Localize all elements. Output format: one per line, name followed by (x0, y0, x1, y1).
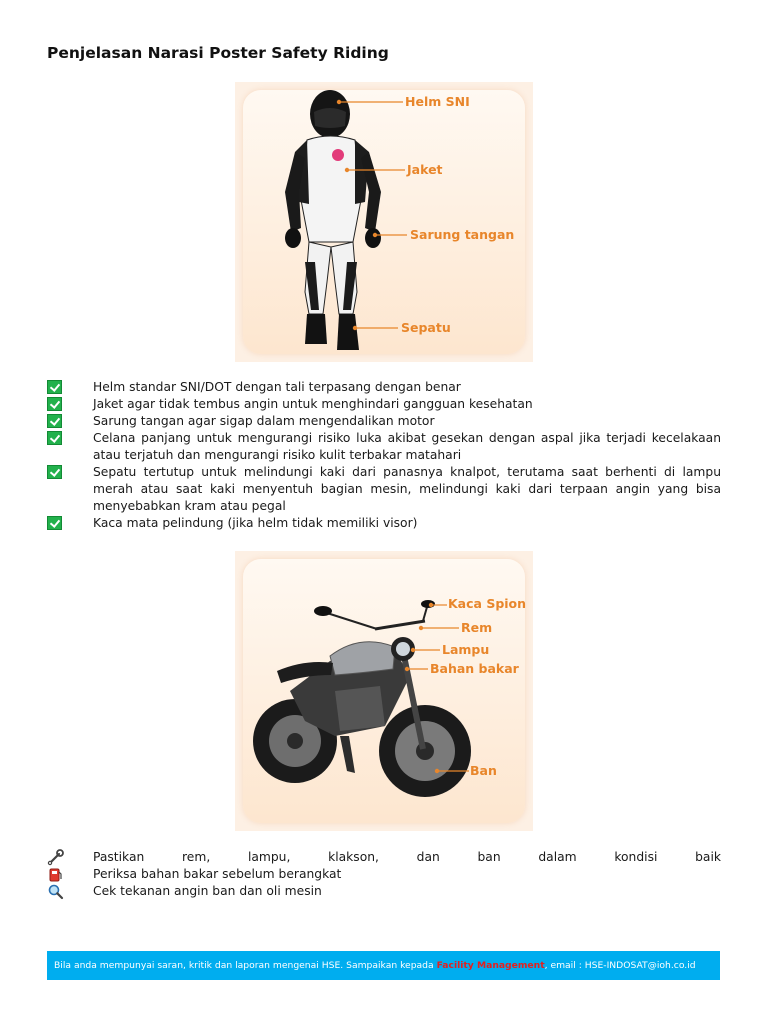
list-item-text: Sepatu tertutup untuk melindungi kaki dari panasnya knalpot, terutama saat berhenti di lampu merah atau saat kaki menyentuh bagian mesin, melindungi kaki dari terpaan angin yang bisa menyebabkan kram atau pegal (93, 465, 721, 513)
list-item-text: Helm standar SNI/DOT dengan tali terpasang dengan benar (93, 380, 461, 394)
motorcycle-illustration (235, 551, 533, 831)
checkmark-icon (47, 414, 62, 428)
fuel-pump-icon (47, 866, 64, 883)
callout-helm: Helm SNI (405, 94, 470, 109)
magnifier-icon (47, 883, 64, 900)
list-item-text: Sarung tangan agar sigap dalam mengendalikan motor (93, 414, 435, 428)
list-item (47, 849, 721, 866)
checkmark-icon (47, 465, 62, 479)
rider-figure (235, 82, 533, 362)
callout-sepatu: Sepatu (401, 320, 451, 335)
list-item (47, 866, 721, 883)
callout-kaca-spion: Kaca Spion (448, 596, 527, 611)
checkmark-icon (47, 431, 62, 445)
callout-rem: Rem (461, 620, 493, 635)
wrench-icon (47, 849, 64, 866)
list-item (47, 883, 721, 900)
footer-email: , email : HSE-INDOSAT@ioh.co.id (544, 960, 696, 971)
footer-highlight: Facility Management (436, 960, 545, 971)
list-item-text: Cek tekanan angin ban dan oli mesin (93, 884, 322, 898)
list-item (47, 396, 721, 413)
callout-ban: Ban (470, 763, 497, 778)
footer-banner (47, 951, 720, 980)
gear-checklist (47, 379, 721, 532)
footer-text: Bila anda mempunyai saran, kritik dan laporan mengenai HSE. Sampaikan kepada (54, 960, 437, 971)
list-item (47, 464, 721, 515)
list-item (47, 413, 721, 430)
callout-bahan-bakar: Bahan bakar (430, 661, 519, 676)
motorcycle-figure (235, 551, 533, 831)
list-item-text: Pastikan rem, lampu, klakson, dan ban dalam kondisi baik (93, 850, 721, 864)
callout-lampu: Lampu (442, 642, 490, 657)
list-item-text: Jaket agar tidak tembus angin untuk menghindari gangguan kesehatan (93, 397, 533, 411)
list-item-text: Periksa bahan bakar sebelum berangkat (93, 867, 342, 881)
bike-checklist (47, 849, 721, 900)
list-item-text: Kaca mata pelindung (jika helm tidak memiliki visor) (93, 516, 418, 530)
checkmark-icon (47, 380, 62, 394)
checkmark-icon (47, 516, 62, 530)
page-title: Penjelasan Narasi Poster Safety Riding (47, 44, 389, 62)
callout-sarung-tangan: Sarung tangan (410, 227, 515, 242)
checkmark-icon (47, 397, 62, 411)
callout-jaket: Jaket (407, 162, 443, 177)
list-item-text: Celana panjang untuk mengurangi risiko luka akibat gesekan dengan aspal jika terjadi kecelakaan atau terjatuh dan mengurangi risiko kulit terbakar matahari (93, 431, 721, 462)
rider-gear-illustration (235, 82, 533, 362)
list-item (47, 379, 721, 396)
list-item (47, 430, 721, 464)
list-item (47, 515, 721, 532)
